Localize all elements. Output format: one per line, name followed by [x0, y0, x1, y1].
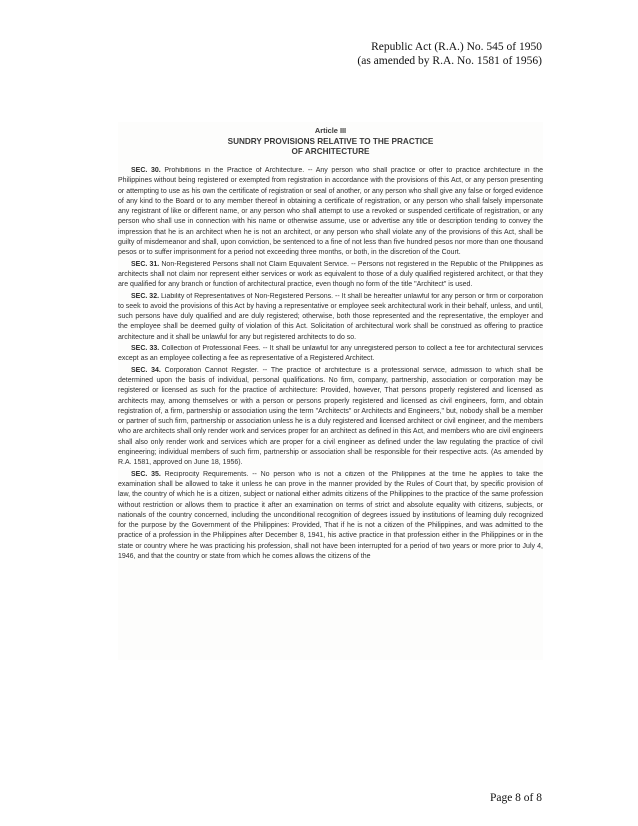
- section-text: Collection of Professional Fees. -- It shall be unlawful for any unregistered person to collect a fee for architectural services except as an employee collecting a fee as representative of a Registered Architect.: [118, 345, 544, 363]
- section-30: [118, 166, 543, 259]
- section-32: [118, 292, 543, 343]
- article-title-line-1: SUNDRY PROVISIONS RELATIVE TO THE PRACTICE: [227, 137, 434, 146]
- document-header: [357, 40, 542, 68]
- article-heading: [118, 126, 543, 157]
- section-34: [118, 366, 543, 469]
- article-title-line-2: OF ARCHITECTURE: [291, 147, 370, 156]
- article-body: [118, 166, 543, 562]
- section-text: Non-Registered Persons shall not Claim Equivalent Service. -- Persons not registered in the Republic of the Philippines as architects shall not claim nor represent either services or work as equivalent to those of a duly qualified registered architect, or that they are qualified for any branch or function of architectural practice, even though no form of the title "Architect" is used.: [118, 260, 543, 289]
- article-number: Article III: [314, 126, 347, 135]
- section-35: [118, 470, 543, 563]
- section-label: SEC. 31.: [131, 260, 160, 268]
- section-label: SEC. 30.: [131, 167, 161, 174]
- section-label: SEC. 35.: [131, 470, 161, 478]
- header-amendment-note: (as amended by R.A. No. 1581 of 1956): [357, 55, 542, 67]
- section-31: [118, 260, 543, 291]
- page-number: Page 8 of 8: [489, 792, 542, 804]
- section-text: Prohibitions in the Practice of Architecture. -- Any person who shall practice or offer to practice architecture in the Philippines without being registered or exempted from registration in accordance with the provisions of this Act, or any person presenting or attempting to use as his own the certificate of registration or seal of another, or any person who shall give any false or forged evidence of any kind to the Board or to any member thereof in obtaining a certificate of registration, or any person who shall falsely impersonate any registrant of like or different name, or any person who shall attempt to use a revoked or suspended certificate of registration, or any person who shall use in connection with his name or otherwise assume, use or advertise any title or description tending to convey the impression that he is an architect when he is not an architect, or any person who shall violate any of the provisions of this Act, shall be guilty of misdemeanor and shall, upon conviction, be sentenced to a fine of not less than five hundred pesos nor more than one thousand pesos or to suffer imprisonment for a period not exceeding three months, or both, in the discretion of the Court.: [118, 167, 543, 257]
- section-33: [118, 344, 543, 365]
- scanned-page: [118, 122, 543, 660]
- section-label: SEC. 33.: [131, 345, 160, 353]
- section-label: SEC. 34.: [131, 366, 161, 374]
- section-text: Corporation Cannot Register. -- The practice of architecture is a professional service, admission to which shall be determined upon the basis of individual, personal qualifications. No firm, company, partnership, association or corporation may be registered or licensed as such for the practice of architecture: Provided, however, That persons properly registered and licensed as architects may, among themselves or with a person or persons properly registered and licensed as civil engineers, form, and obtain registration of, a firm, partnership or association using the term "Architects" or Architects and Engineers," but, nobody shall be a member or partner of such firm, partnership or association unless he is a duly registered and licensed architect or civil engineer, and the members who are architects shall only render work and services proper for an architect as defined in this Act, and members who are civil engineers shall also only render work and services which are proper for a civil engineer as defined under the law regulating the practice of civil engineering; individual members of such firm, partnership or association shall be responsible for their respective acts. (As amended by R.A. 1581, approved on June 18, 1956).: [118, 366, 543, 467]
- header-act-title: Republic Act (R.A.) No. 545 of 1950: [371, 41, 542, 53]
- section-text: Liability of Representatives of Non-Registered Persons. -- It shall be hereafter unlawful for any person or firm or corporation to seek to avoid the provisions of this Act by having a representative or employee seek architectural work in their behalf, unless, and until, such persons have duly qualified and are duly registered; otherwise, both those represented and the representative, the employer and the employee shall be deemed guilty of violation of this Act. Solicitation of architectural work shall be construed as offering to practice architecture and it shall be unlawful for any but registered architects to do so.: [118, 292, 543, 341]
- section-text: Reciprocity Requirements. -- No person who is not a citizen of the Philippines at the time he applies to take the examination shall be allowed to take it unless he can prove in the manner provided by the Rules of Court that, by specific provision of law, the country of which he is a citizen, subject or national either admits citizens of the Philippines to the practice of the same profession without restriction or allows them to practice it after an examination on terms of strict and absolute equality with citizens, subjects, or nationals of the country concerned, including the unconditional recognition of degrees issued by institutions of learning duly recognized for the purpose by the Government of the Philippines: Provided, That if he is not a citizen of the Philippines, and was admitted to the practice of a profession in the Philippines after December 8, 1941, his active practice in that profession either in the Philippines or in the state or country where he was practicing his profession, shall not have been interrupted for a period of two years or more prior to July 4, 1946, and that the country or state from which he comes allows the citizens of the: [118, 470, 543, 560]
- section-label: SEC. 32.: [131, 292, 160, 300]
